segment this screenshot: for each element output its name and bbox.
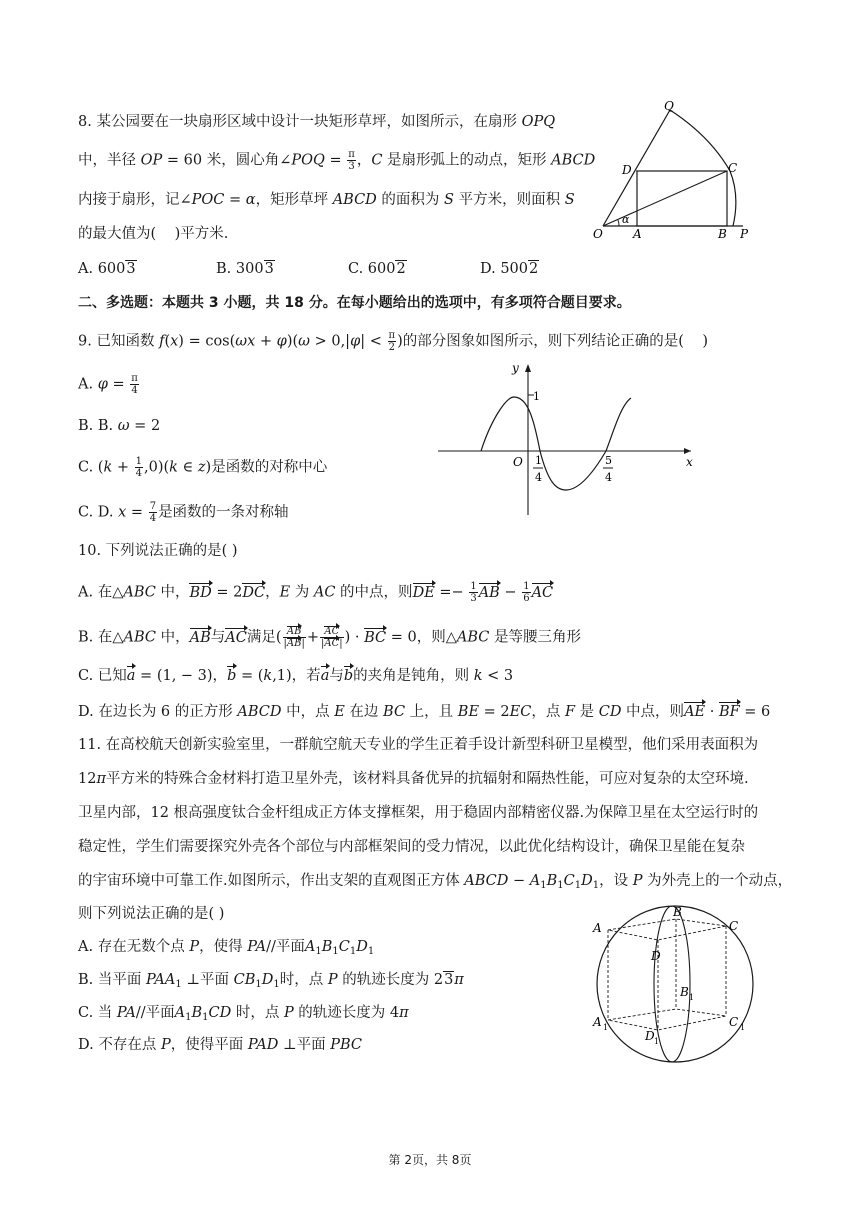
fig-label-a1: A xyxy=(593,1015,602,1029)
fig-label-a: A xyxy=(593,921,602,935)
q8-option-c: C. 6002 xyxy=(348,261,406,277)
q8-line2: 中，半径 OP = 60 米，圆心角∠POQ = $\frac{\pi}{3}$ ，C 是扇形弧上的动点，矩形 ABCD xyxy=(78,149,596,172)
tick-quarter-den: 4 xyxy=(535,471,542,484)
tick-five-quarter-den: 4 xyxy=(605,471,612,484)
q11-line2: 12π平方米的特殊合金材料打造卫星外壳，该材料具备优异的抗辐射和隔热性能，可应对复杂的太空环境. xyxy=(78,771,749,787)
q10-option-d: D. 在边长为 6 的正方形 ABCD 中，点 E 在边 BC 上，且 BE = 2EC，点 F 是 CD 中点，则AE · BF = 6 xyxy=(78,704,771,720)
fig-label-b1-sub: 1 xyxy=(689,993,695,1002)
q10-option-b: B. 在△ABC 中，AB与AC满足( $\frac{AB}{|AB|}$ + $\frac{AC}{|AC|}$ ) · BC = 0，则△ABC 是等腰三角形 xyxy=(78,626,582,649)
q11-option-b: B. 当平面 $PAA_1$ ⊥平面 $CB_1D_1$时，点 P 的轨迹长度为 23π xyxy=(78,972,464,990)
q8-line4: 的最大值为( )平方米. xyxy=(78,226,229,242)
fig-label-b1: B xyxy=(680,985,689,999)
q10-stem: 10. 下列说法正确的是( ) xyxy=(78,543,238,559)
page-footer: 第 2页，共 8页 xyxy=(388,1153,472,1167)
q8-option-a: A. 6003 xyxy=(78,261,136,277)
q11-option-a: A. 存在无数个点 P，使得 PA//平面$A_1B_1C_1D_1$ xyxy=(78,939,375,957)
tick-quarter-num: 1 xyxy=(535,454,542,467)
fig-label-b: B xyxy=(718,227,727,241)
q8-line3: 内接于扇形，记∠POC = α，矩形草坪 ABCD 的面积为 S 平方米，则面积 S xyxy=(78,192,575,208)
fig-label-c: C xyxy=(729,919,739,933)
q10-option-a: A. 在△ABC 中，BD = 2DC，E 为 AC 的中点，则DE =− $\frac{1}{3}$ AB − $\frac{1}{6}$ AC xyxy=(78,581,554,604)
q9-option-a: A. φ = $\frac{\pi}{4}$ xyxy=(78,373,138,396)
tick-five-quarter-num: 5 xyxy=(605,454,612,467)
q9-option-b: B. B. ω = 2 xyxy=(78,418,161,434)
sphere-cube-figure xyxy=(588,902,760,1067)
q11-option-d: D. 不存在点 P，使得平面 PAD ⊥平面 PBC xyxy=(78,1037,362,1053)
graph-origin-label: O xyxy=(513,455,523,469)
fig-label-p: P xyxy=(740,227,749,241)
fig-label-q: Q xyxy=(664,99,674,113)
cosine-graph xyxy=(436,360,701,520)
q8-line1: 8. 某公园要在一块扇形区域中设计一块矩形草坪，如图所示，在扇形 OPQ xyxy=(78,114,556,130)
fig-label-d1: D xyxy=(645,1029,655,1043)
section-header-multi: 二、多选题：本题共 3 小题，共 18 分。在每小题给出的选项中，有多项符合题目要求。 xyxy=(78,295,631,311)
fig-label-a: A xyxy=(633,227,642,241)
q8-option-d: D. 5002 xyxy=(480,261,539,277)
graph-x-label: x xyxy=(686,455,693,469)
fig-label-a1-sub: 1 xyxy=(603,1023,609,1032)
q11-line3: 卫星内部，12 根高强度钛合金杆组成正方体支撑框架，用于稳固内部精密仪器.为保障卫星在太空运行时的 xyxy=(78,805,759,821)
fig-label-c1-sub: 1 xyxy=(740,1023,746,1032)
q11-line1: 11. 在高校航天创新实验室里，一群航空航天专业的学生正着手设计新型科研卫星模型，他们采用表面积为 xyxy=(78,737,759,753)
q9-option-d: C. D. x = $\frac{7}{4}$ 是函数的一条对称轴 xyxy=(78,501,289,524)
fig-label-d1-sub: 1 xyxy=(654,1037,660,1046)
q8-option-b: B. 3003 xyxy=(216,261,274,277)
fig-label-alpha: α xyxy=(622,213,630,226)
fig-label-d: D xyxy=(622,163,632,177)
sector-figure xyxy=(590,96,760,241)
q11-option-c: C. 当 PA//平面$A_1B_1CD$ 时，点 P 的轨迹长度为 4π xyxy=(78,1005,409,1023)
graph-one-label: 1 xyxy=(533,390,540,403)
fig-label-c1: C xyxy=(729,1015,739,1029)
graph-y-label: y xyxy=(512,361,519,375)
fig-label-o: O xyxy=(593,227,603,241)
q9-stem: 9. 已知函数 f(x) = cos(ωx + φ)(ω > 0,|φ| < $\frac{\pi}{2}$ )的部分图象如图所示，则下列结论正确的是( ) xyxy=(78,330,708,353)
q11-line5: 的宇宙环境中可靠工作.如图所示，作出支架的直观图正方体 ABCD − $A_1B_1C_1D_1$，设 P 为外壳上的一个动点， xyxy=(78,873,793,891)
q11-line6: 则下列说法正确的是( ) xyxy=(78,906,225,922)
fig-label-c: C xyxy=(728,161,738,175)
q9-option-c: C. (k + $\frac{1}{4}$ ,0)(k ∈ z)是函数的对称中心 xyxy=(78,456,328,479)
fig-label-d: D xyxy=(651,949,661,963)
fig-label-b: B xyxy=(673,905,682,919)
q10-option-c: C. 已知a = (1, − 3)，b = (k,1)，若a与b的夹角是钝角，则 k < 3 xyxy=(78,668,514,684)
q11-line4: 稳定性，学生们需要探究外壳各个部位与内部框架间的受力情况，以此优化结构设计，确保卫星能在复杂 xyxy=(78,839,745,855)
